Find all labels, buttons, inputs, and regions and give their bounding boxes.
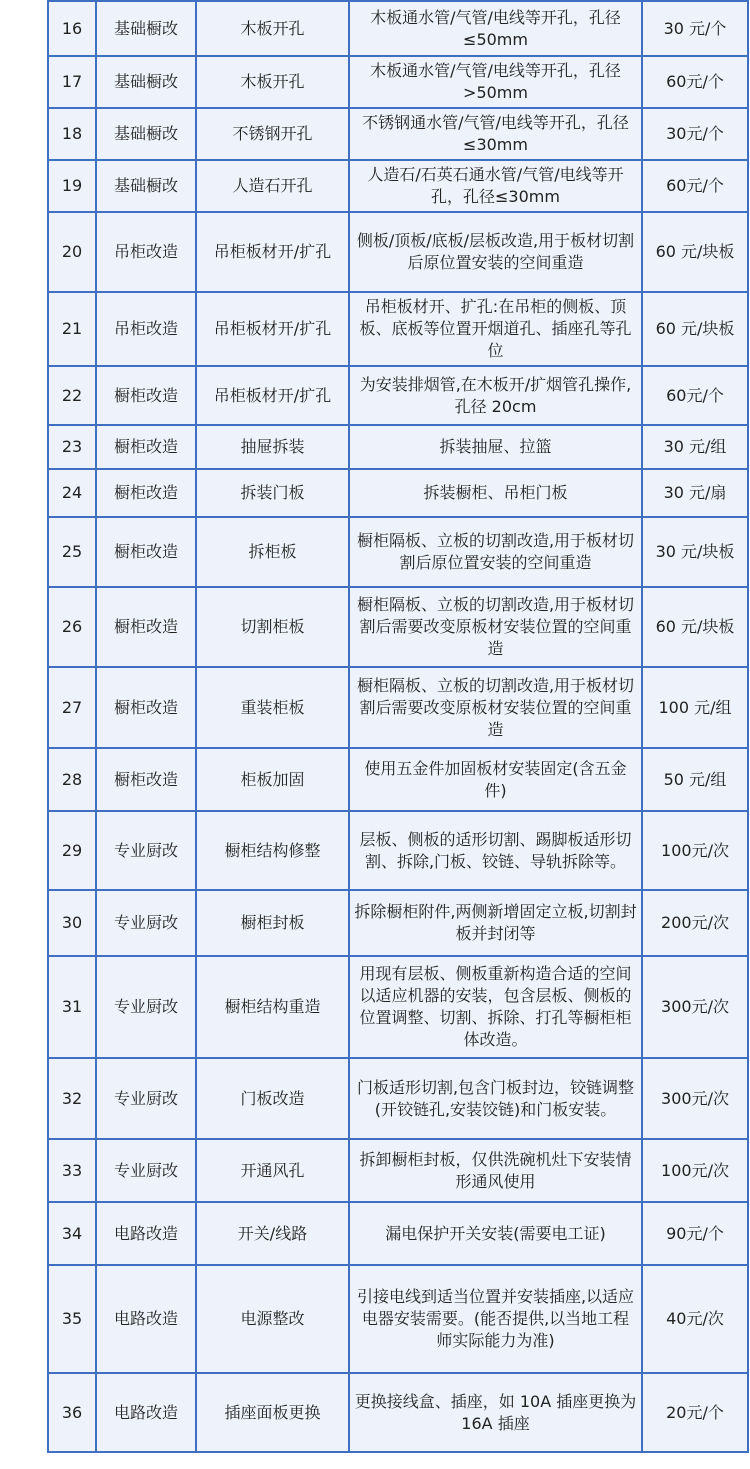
row-price: 60元/个 <box>642 56 748 108</box>
row-description: 拆卸橱柜封板，仅供洗碗机灶下安装情形通风使用 <box>349 1139 642 1202</box>
row-category: 橱柜改造 <box>96 667 196 748</box>
table-row <box>48 292 748 366</box>
row-item: 木板开孔 <box>196 1 349 56</box>
row-category: 专业厨改 <box>96 1139 196 1202</box>
row-price: 100 元/组 <box>642 667 748 748</box>
row-description: 用现有层板、侧板重新构造合适的空间以适应机器的安装，包含层板、侧板的位置调整、切割、拆除、打孔等橱柜柜体改造。 <box>349 956 642 1058</box>
row-category: 橱柜改造 <box>96 587 196 667</box>
row-number: 18 <box>48 108 96 160</box>
table-row <box>48 108 748 160</box>
row-category: 基础橱改 <box>96 56 196 108</box>
table-row <box>48 587 748 667</box>
row-description: 漏电保护开关安装(需要电工证) <box>349 1202 642 1265</box>
row-category: 橱柜改造 <box>96 517 196 587</box>
row-number: 16 <box>48 1 96 56</box>
table-row <box>48 748 748 811</box>
row-number: 21 <box>48 292 96 366</box>
row-price: 200元/次 <box>642 890 748 956</box>
row-price: 40元/次 <box>642 1265 748 1373</box>
row-description: 拆装抽屉、拉篮 <box>349 425 642 469</box>
row-item: 橱柜封板 <box>196 890 349 956</box>
row-price: 60 元/块板 <box>642 292 748 366</box>
row-description: 更换接线盒、插座，如 10A 插座更换为 16A 插座 <box>349 1373 642 1452</box>
row-description: 拆除橱柜附件,两侧新增固定立板,切割封板并封闭等 <box>349 890 642 956</box>
row-price: 60 元/块板 <box>642 587 748 667</box>
row-number: 26 <box>48 587 96 667</box>
row-price: 30 元/个 <box>642 1 748 56</box>
row-description: 吊柜板材开、扩孔:在吊柜的侧板、顶板、底板等位置开烟道孔、插座孔等孔位 <box>349 292 642 366</box>
row-number: 27 <box>48 667 96 748</box>
row-price: 60元/个 <box>642 160 748 212</box>
row-number: 25 <box>48 517 96 587</box>
row-number: 22 <box>48 366 96 425</box>
row-category: 电路改造 <box>96 1373 196 1452</box>
row-number: 29 <box>48 811 96 890</box>
row-category: 专业厨改 <box>96 1058 196 1139</box>
row-number: 33 <box>48 1139 96 1202</box>
row-item: 柜板加固 <box>196 748 349 811</box>
row-category: 基础橱改 <box>96 1 196 56</box>
row-number: 17 <box>48 56 96 108</box>
row-item: 吊柜板材开/扩孔 <box>196 292 349 366</box>
row-description: 拆装橱柜、吊柜门板 <box>349 469 642 517</box>
row-price: 60元/个 <box>642 366 748 425</box>
row-item: 橱柜结构修整 <box>196 811 349 890</box>
row-item: 人造石开孔 <box>196 160 349 212</box>
service-price-table <box>47 0 749 1453</box>
row-price: 30 元/组 <box>642 425 748 469</box>
row-number: 36 <box>48 1373 96 1452</box>
table-row <box>48 56 748 108</box>
row-price: 90元/个 <box>642 1202 748 1265</box>
row-item: 插座面板更换 <box>196 1373 349 1452</box>
table-body <box>48 1 748 1452</box>
row-number: 32 <box>48 1058 96 1139</box>
table-row <box>48 517 748 587</box>
row-price: 20元/个 <box>642 1373 748 1452</box>
table-row <box>48 1058 748 1139</box>
table-row <box>48 890 748 956</box>
row-item: 橱柜结构重造 <box>196 956 349 1058</box>
row-category: 专业厨改 <box>96 890 196 956</box>
row-price: 50 元/组 <box>642 748 748 811</box>
row-number: 20 <box>48 212 96 292</box>
row-item: 电源整改 <box>196 1265 349 1373</box>
row-price: 100元/次 <box>642 1139 748 1202</box>
row-item: 吊柜板材开/扩孔 <box>196 212 349 292</box>
row-item: 重装柜板 <box>196 667 349 748</box>
row-item: 拆装门板 <box>196 469 349 517</box>
row-item: 开关/线路 <box>196 1202 349 1265</box>
row-category: 专业厨改 <box>96 956 196 1058</box>
left-margin <box>0 0 47 1469</box>
row-item: 木板开孔 <box>196 56 349 108</box>
row-category: 基础橱改 <box>96 108 196 160</box>
row-number: 23 <box>48 425 96 469</box>
row-description: 木板通水管/气管/电线等开孔，孔径≤50mm <box>349 1 642 56</box>
row-description: 不锈钢通水管/气管/电线等开孔，孔径≤30mm <box>349 108 642 160</box>
row-description: 使用五金件加固板材安装固定(含五金件) <box>349 748 642 811</box>
row-price: 60 元/块板 <box>642 212 748 292</box>
table-row <box>48 425 748 469</box>
table-row <box>48 160 748 212</box>
table-row <box>48 1265 748 1373</box>
row-category: 橱柜改造 <box>96 748 196 811</box>
row-description: 层板、侧板的适形切割、踢脚板适形切割、拆除,门板、铰链、导轨拆除等。 <box>349 811 642 890</box>
table-row <box>48 1373 748 1452</box>
row-price: 300元/次 <box>642 956 748 1058</box>
row-category: 吊柜改造 <box>96 212 196 292</box>
row-description: 橱柜隔板、立板的切割改造,用于板材切割后原位置安装的空间重造 <box>349 517 642 587</box>
table-row <box>48 1202 748 1265</box>
row-description: 门板适形切割,包含门板封边，铰链调整(开铰链孔,安装饺链)和门板安装。 <box>349 1058 642 1139</box>
row-item: 抽屉拆装 <box>196 425 349 469</box>
row-price: 30元/个 <box>642 108 748 160</box>
row-category: 电路改造 <box>96 1202 196 1265</box>
table-row <box>48 212 748 292</box>
row-item: 不锈钢开孔 <box>196 108 349 160</box>
table-row <box>48 1139 748 1202</box>
row-number: 24 <box>48 469 96 517</box>
row-category: 电路改造 <box>96 1265 196 1373</box>
row-description: 木板通水管/气管/电线等开孔，孔径>50mm <box>349 56 642 108</box>
row-description: 橱柜隔板、立板的切割改造,用于板材切割后需要改变原板材安装位置的空间重造 <box>349 667 642 748</box>
row-item: 吊柜板材开/扩孔 <box>196 366 349 425</box>
row-number: 31 <box>48 956 96 1058</box>
table-row <box>48 366 748 425</box>
table-row <box>48 811 748 890</box>
row-item: 切割柜板 <box>196 587 349 667</box>
row-number: 28 <box>48 748 96 811</box>
row-number: 34 <box>48 1202 96 1265</box>
row-category: 专业厨改 <box>96 811 196 890</box>
row-price: 30 元/扇 <box>642 469 748 517</box>
row-category: 橱柜改造 <box>96 425 196 469</box>
row-description: 为安装排烟管,在木板开/扩烟管孔操作,孔径 20cm <box>349 366 642 425</box>
row-description: 引接电线到适当位置并安装插座,以适应电器安装需要。(能否提供,以当地工程师实际能力为准) <box>349 1265 642 1373</box>
row-number: 35 <box>48 1265 96 1373</box>
row-description: 侧板/顶板/底板/层板改造,用于板材切割后原位置安装的空间重造 <box>349 212 642 292</box>
table-row <box>48 469 748 517</box>
row-price: 100元/次 <box>642 811 748 890</box>
row-number: 19 <box>48 160 96 212</box>
table-row <box>48 1 748 56</box>
row-category: 基础橱改 <box>96 160 196 212</box>
row-number: 30 <box>48 890 96 956</box>
table-row <box>48 956 748 1058</box>
row-category: 橱柜改造 <box>96 366 196 425</box>
row-description: 人造石/石英石通水管/气管/电线等开孔，孔径≤30mm <box>349 160 642 212</box>
row-item: 门板改造 <box>196 1058 349 1139</box>
row-price: 30 元/块板 <box>642 517 748 587</box>
row-description: 橱柜隔板、立板的切割改造,用于板材切割后需要改变原板材安装位置的空间重造 <box>349 587 642 667</box>
row-category: 橱柜改造 <box>96 469 196 517</box>
row-category: 吊柜改造 <box>96 292 196 366</box>
table-row <box>48 667 748 748</box>
row-item: 开通风孔 <box>196 1139 349 1202</box>
row-item: 拆柜板 <box>196 517 349 587</box>
row-price: 300元/次 <box>642 1058 748 1139</box>
